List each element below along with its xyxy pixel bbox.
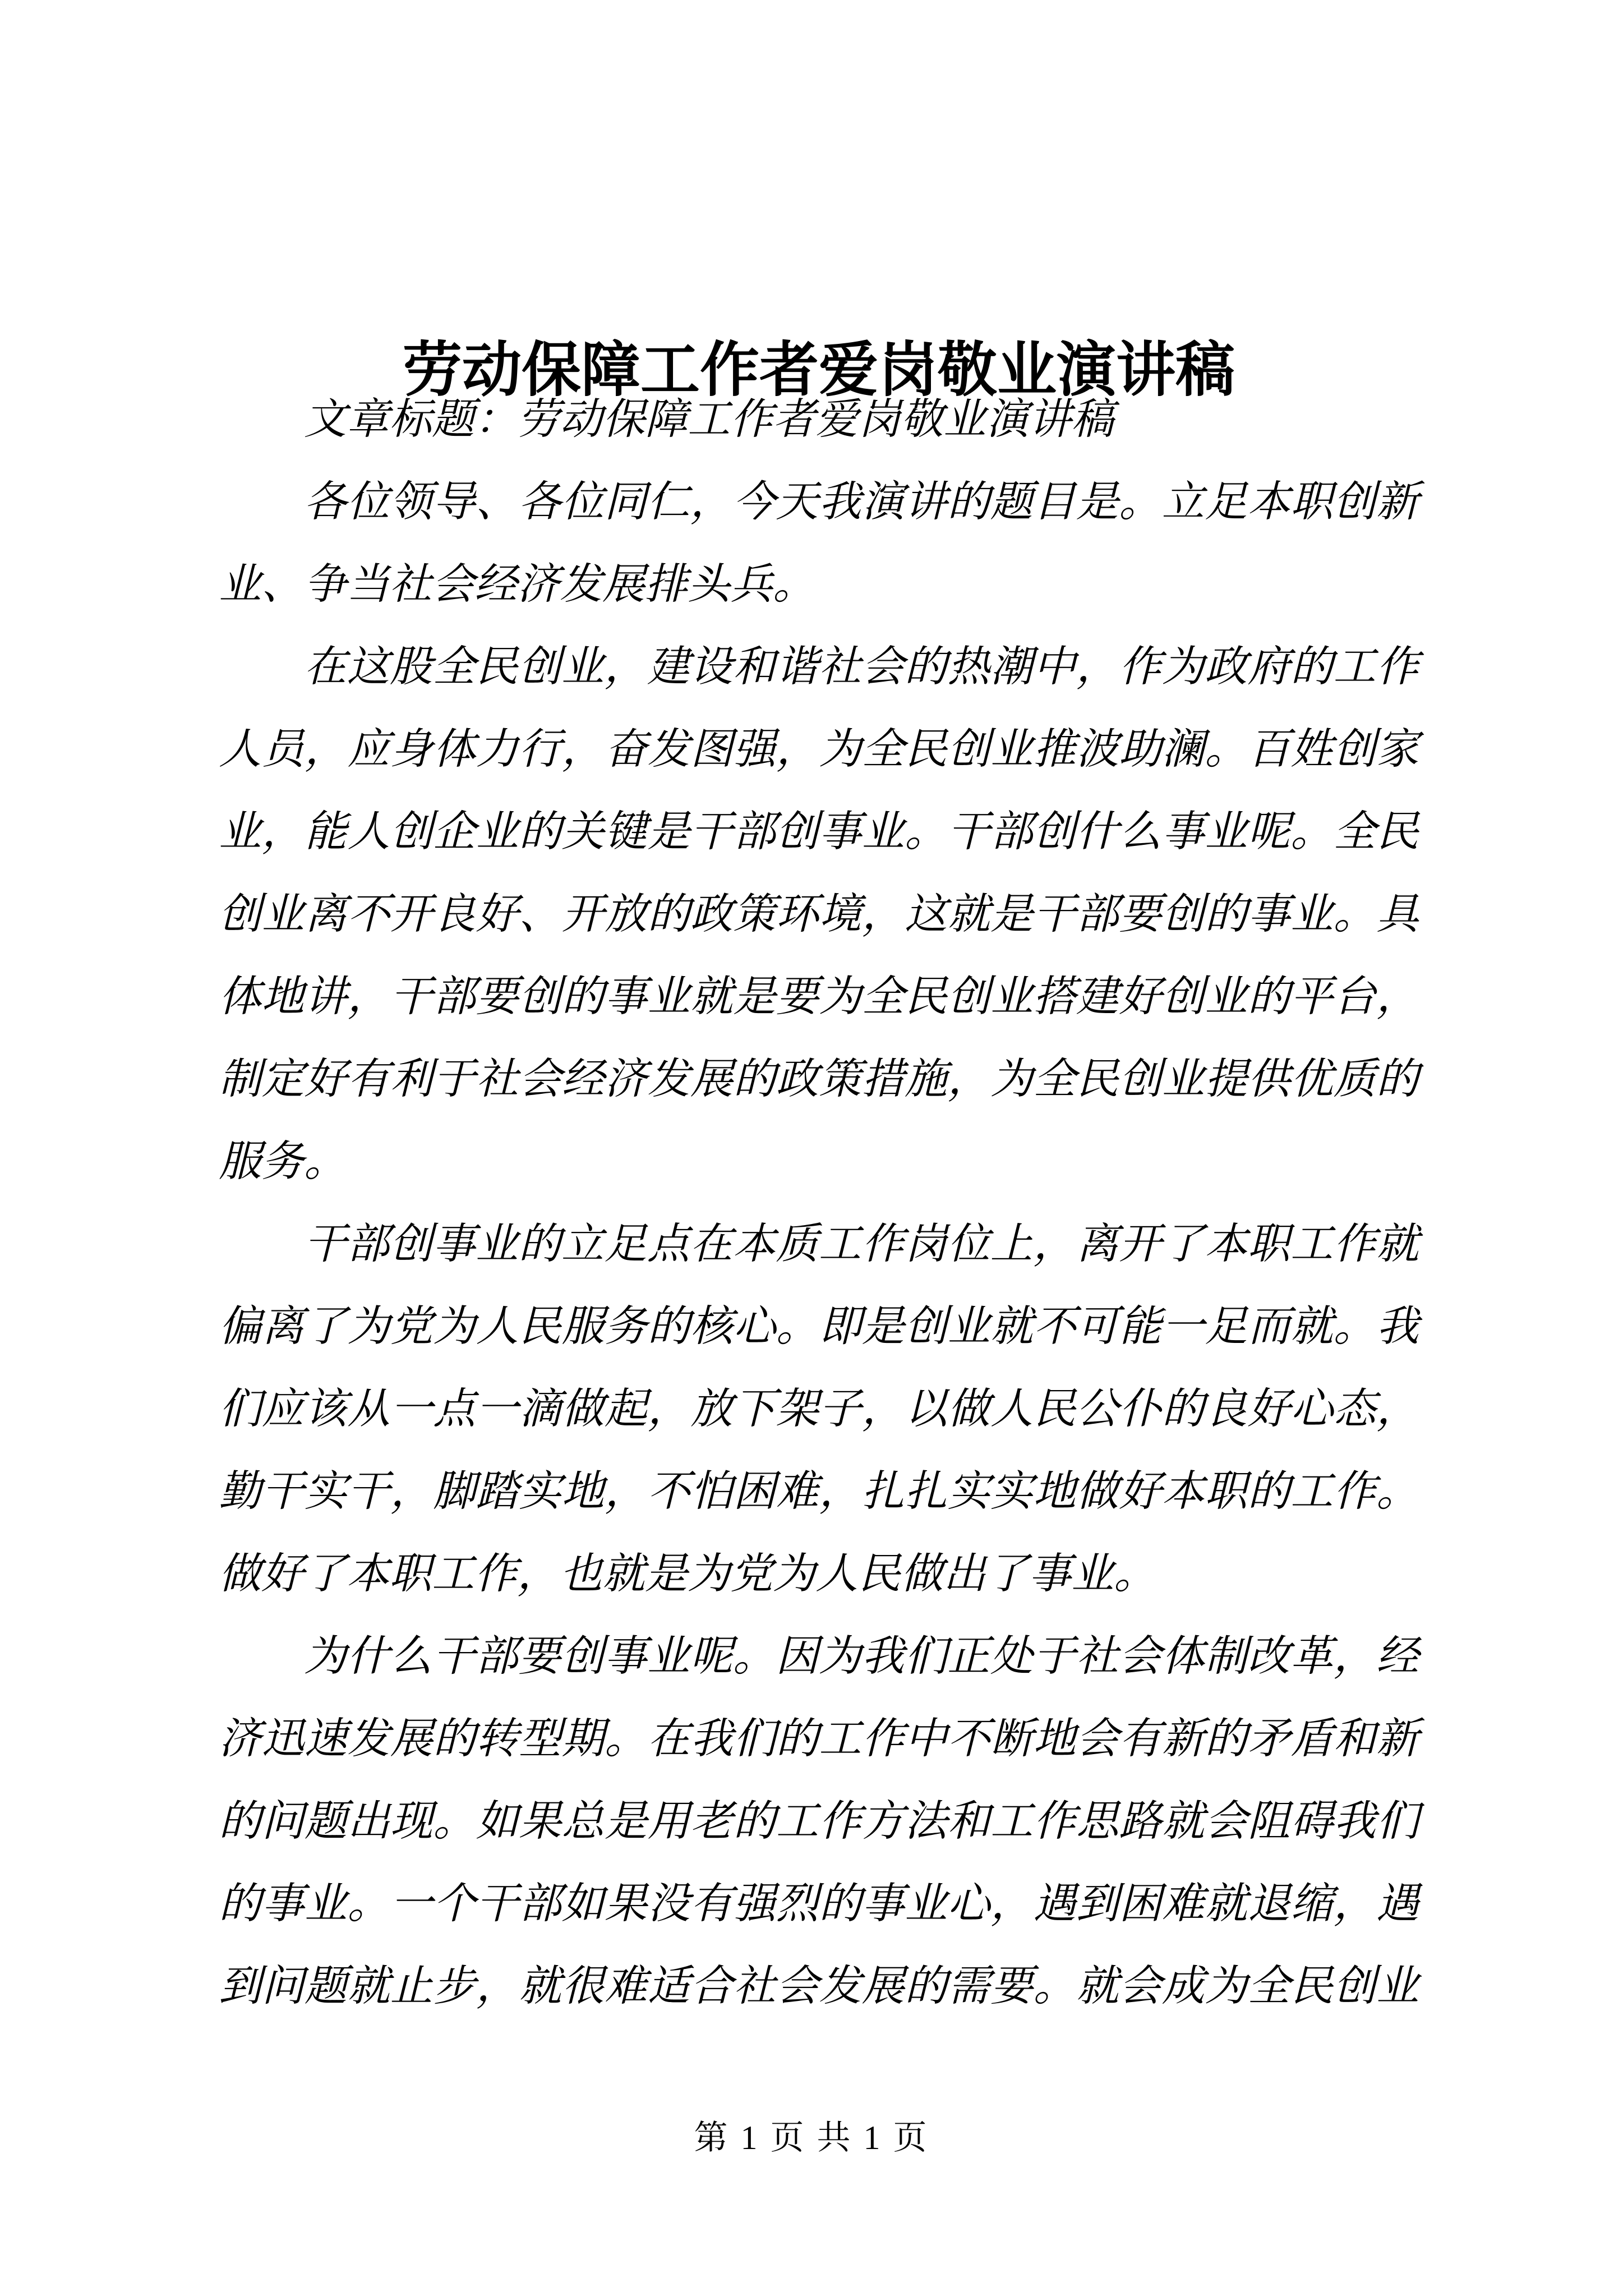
- text-line: 们应该从一点一滴做起，放下架子，以做人民公仆的良好心态，: [219, 1386, 1419, 1433]
- page-footer: 第 1 页 共 1 页: [694, 2119, 929, 2156]
- text-line: 为什么干部要创事业呢。因为我们正处于社会体制改革，经: [304, 1633, 1419, 1680]
- text-line: 文章标题：劳动保障工作者爱岗敬业演讲稿: [304, 396, 1114, 443]
- text-line: 勤干实干，脚踏实地，不怕困难，扎扎实实地做好本职的工作。: [219, 1468, 1419, 1515]
- text-line: 济迅速发展的转型期。在我们的工作中不断地会有新的矛盾和新: [219, 1715, 1419, 1763]
- text-line: 的问题出现。如果总是用老的工作方法和工作思路就会阻碍我们: [219, 1798, 1419, 1845]
- text-line: 制定好有利于社会经济发展的政策措施，为全民创业提供优质的: [219, 1056, 1419, 1103]
- text-line: 到问题就止步，就很难适合社会发展的需要。就会成为全民创业: [219, 1963, 1419, 2010]
- text-line: 业，能人创企业的关键是干部创事业。干部创什么事业呢。全民: [219, 808, 1419, 855]
- document-title: 劳动保障工作者爱岗敬业演讲稿: [403, 338, 1235, 404]
- text-line: 的事业。一个干部如果没有强烈的事业心，遇到困难就退缩，遇: [219, 1880, 1419, 1927]
- text-line: 在这股全民创业，建设和谐社会的热潮中，作为政府的工作: [304, 643, 1419, 691]
- text-line: 人员，应身体力行，奋发图强，为全民创业推波助澜。百姓创家: [219, 726, 1419, 773]
- text-line: 做好了本职工作，也就是为党为人民做出了事业。: [219, 1550, 1156, 1598]
- document-body: [219, 379, 1419, 2028]
- text-line: 偏离了为党为人民服务的核心。即是创业就不可能一足而就。我: [219, 1303, 1419, 1350]
- text-line: 体地讲，干部要创的事业就是要为全民创业搭建好创业的平台，: [219, 973, 1419, 1020]
- text-line: 创业离不开良好、开放的政策环境，这就是干部要创的事业。具: [219, 891, 1419, 938]
- text-line: 服务。: [219, 1138, 347, 1185]
- text-line: 业、争当社会经济发展排头兵。: [219, 561, 815, 608]
- text-line: 各位领导、各位同仁，今天我演讲的题目是。立足本职创新: [304, 478, 1419, 526]
- text-line: 干部创事业的立足点在本质工作岗位上，离开了本职工作就: [304, 1221, 1419, 1268]
